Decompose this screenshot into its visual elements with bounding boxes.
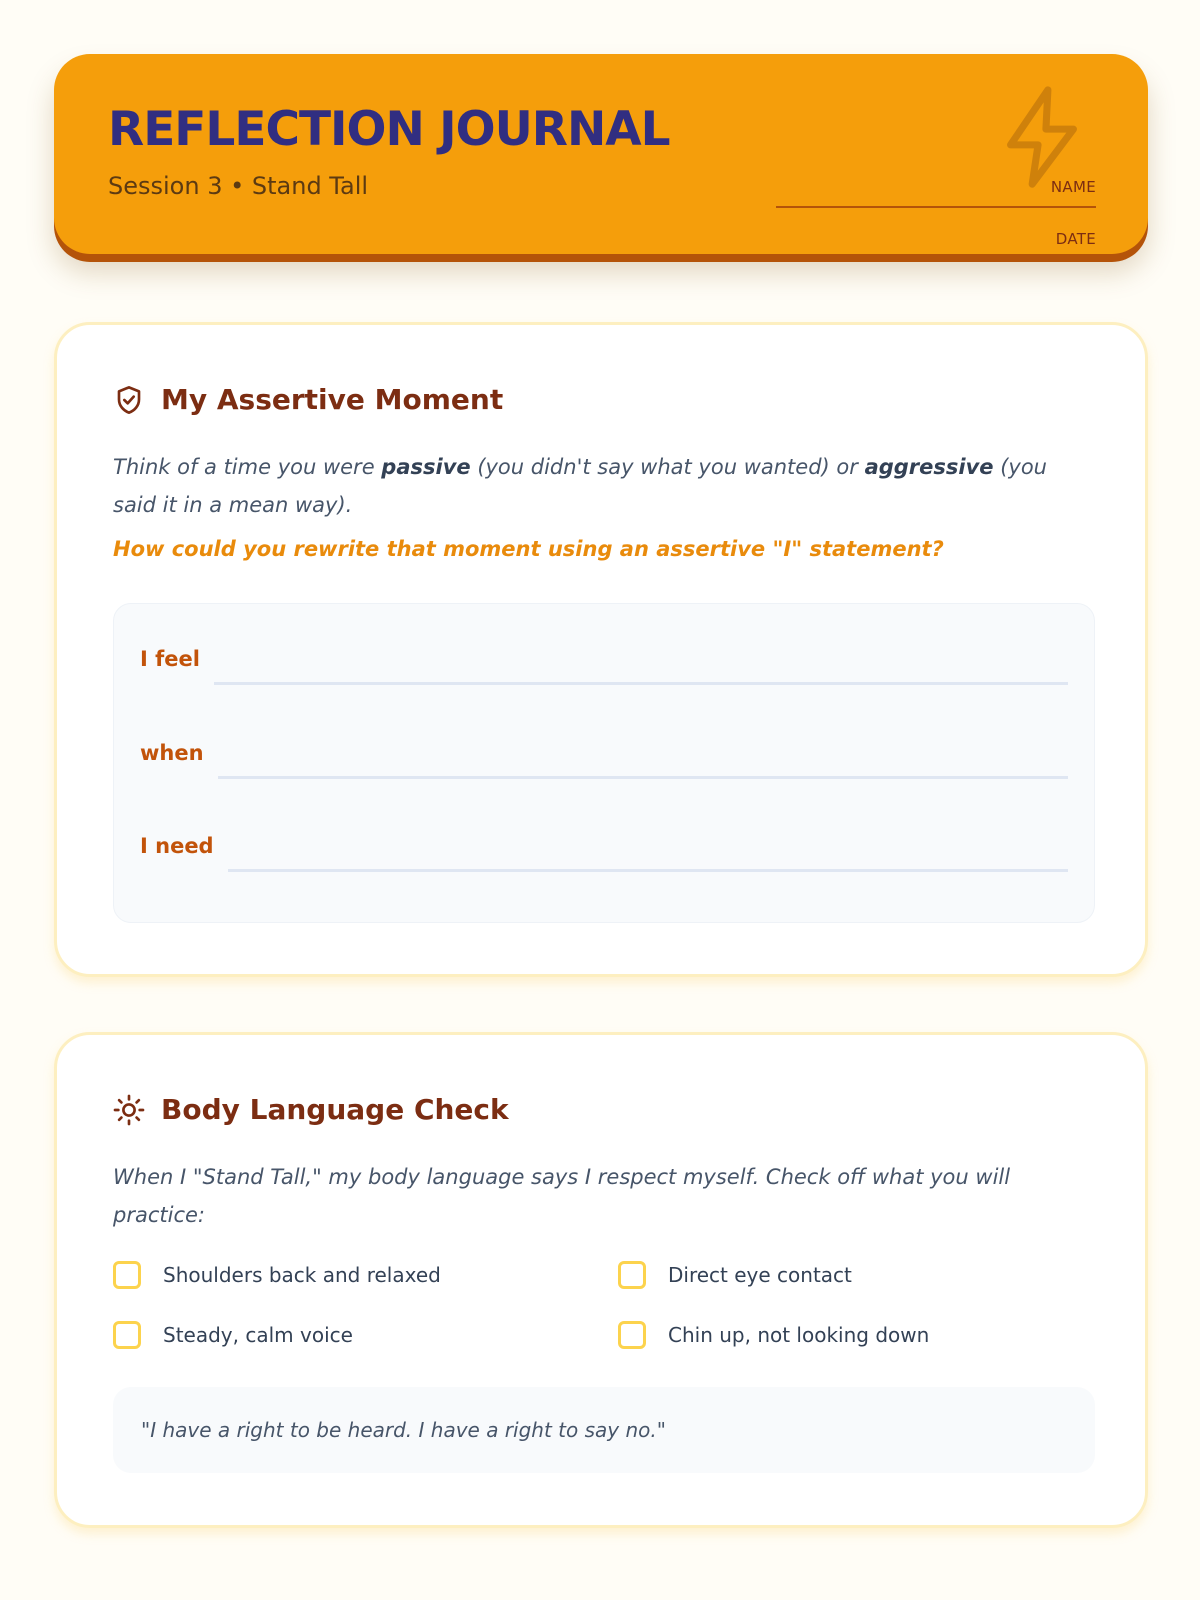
i-need-row: [140, 829, 1068, 872]
body-language-heading: [113, 1093, 509, 1126]
assertive-moment-heading: [113, 383, 503, 416]
sun-icon: [113, 1094, 145, 1126]
checklist-item-label: Shoulders back and relaxed: [163, 1263, 441, 1287]
when-row: [140, 736, 1068, 779]
checklist-item[interactable]: [113, 1321, 353, 1349]
checklist-item[interactable]: [618, 1321, 929, 1349]
i-feel-row: [140, 642, 1068, 685]
body-language-card: [54, 1032, 1148, 1528]
assertive-moment-card: [54, 322, 1148, 977]
date-field[interactable]: [776, 204, 1096, 254]
journal-header: [54, 54, 1148, 254]
i-feel-input[interactable]: [214, 642, 1068, 685]
assertive-prompt: How could you rewrite that moment using an assertive "I" statement?: [113, 537, 944, 561]
name-field[interactable]: [776, 150, 1096, 208]
i-feel-label: I feel: [140, 647, 200, 671]
intro-text: (you said it in a mean way).: [113, 455, 1047, 517]
checkbox[interactable]: [113, 1261, 141, 1289]
shield-check-icon: [113, 384, 145, 416]
when-input[interactable]: [218, 736, 1068, 779]
checklist-item-label: Direct eye contact: [668, 1263, 852, 1287]
name-label: NAME: [1050, 178, 1096, 196]
checklist-item[interactable]: [113, 1261, 441, 1289]
affirmation-quote-box: [113, 1387, 1095, 1473]
intro-aggressive: aggressive: [864, 455, 994, 479]
intro-text: (you didn't say what you wanted) or: [470, 455, 865, 479]
practice-checklist: [113, 1261, 1113, 1391]
checklist-item-label: Steady, calm voice: [163, 1323, 353, 1347]
checklist-item-label: Chin up, not looking down: [668, 1323, 930, 1347]
when-label: when: [140, 741, 204, 765]
assertive-moment-title: My Assertive Moment: [161, 383, 504, 416]
checkbox[interactable]: [618, 1321, 646, 1349]
checklist-item[interactable]: [618, 1261, 852, 1289]
assertive-intro: [113, 448, 1093, 524]
checkbox[interactable]: [618, 1261, 646, 1289]
date-label: DATE: [1055, 230, 1096, 248]
session-subtitle: Session 3 • Stand Tall: [108, 172, 369, 200]
i-need-label: I need: [140, 834, 214, 858]
body-language-intro: When I "Stand Tall," my body language says I respect myself. Check off what you will practice:: [113, 1165, 1011, 1227]
i-statement-box: [113, 603, 1095, 923]
affirmation-quote: "I have a right to be heard. I have a right to say no.": [141, 1418, 666, 1442]
i-need-input[interactable]: [228, 829, 1068, 872]
intro-passive: passive: [381, 455, 471, 479]
page-title: REFLECTION JOURNAL: [108, 102, 670, 157]
checkbox[interactable]: [113, 1321, 141, 1349]
body-language-title: Body Language Check: [161, 1093, 509, 1126]
intro-text: Think of a time you were: [113, 455, 382, 479]
